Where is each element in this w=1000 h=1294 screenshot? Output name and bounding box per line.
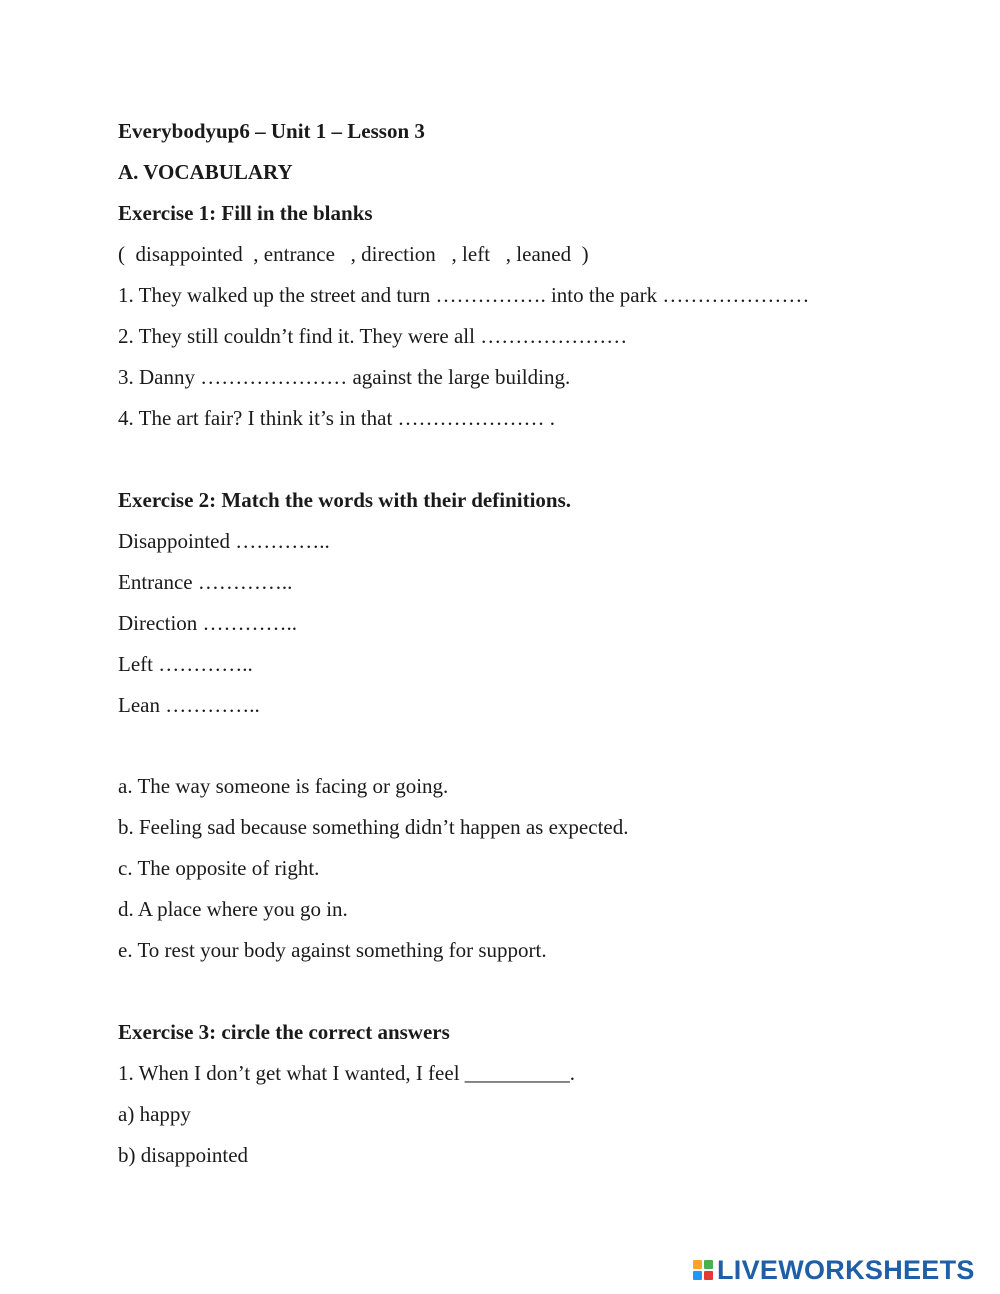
match-word: Left ………….. — [118, 652, 253, 676]
liveworksheets-logo — [693, 1255, 975, 1285]
match-word: Disappointed ………….. — [118, 529, 330, 553]
match-word: Direction ………….. — [118, 611, 298, 635]
exercise1-item: 4. The art fair? I think it’s in that ………………… . — [118, 406, 556, 430]
match-word: Entrance ………….. — [118, 570, 293, 594]
logo-block — [704, 1271, 713, 1280]
exercise3-question: 1. When I don’t get what I wanted, I feel __________. — [118, 1061, 576, 1085]
section-heading: A. VOCABULARY — [118, 160, 293, 184]
match-word: Lean ………….. — [118, 693, 260, 717]
logo-blocks-icon — [693, 1260, 713, 1280]
logo-block — [704, 1260, 713, 1269]
logo-text: LIVEWORKSHEETS — [717, 1254, 975, 1285]
definition: a. The way someone is facing or going. — [118, 774, 449, 798]
answer-option[interactable]: a) happy — [118, 1102, 191, 1126]
definition: e. To rest your body against something for support. — [118, 938, 547, 962]
exercise2-heading: Exercise 2: Match the words with their definitions. — [118, 488, 572, 512]
definition: d. A place where you go in. — [118, 897, 348, 921]
exercise3-heading: Exercise 3: circle the correct answers — [118, 1020, 450, 1044]
answer-option[interactable]: b) disappointed — [118, 1143, 249, 1167]
definition: b. Feeling sad because something didn’t happen as expected. — [118, 815, 629, 839]
exercise1-item: 2. They still couldn’t find it. They were all ………………… — [118, 324, 628, 348]
exercise1-heading: Exercise 1: Fill in the blanks — [118, 201, 373, 225]
exercise1-item: 3. Danny ………………… against the large building. — [118, 365, 571, 389]
definition: c. The opposite of right. — [118, 856, 320, 880]
exercise1-item: 1. They walked up the street and turn ……………. into the park ………………… — [118, 283, 810, 307]
word-bank: ( disappointed , entrance , direction , left , leaned ) — [118, 242, 589, 266]
logo-block — [693, 1271, 702, 1280]
logo-block — [693, 1260, 702, 1269]
worksheet-title: Everybodyup6 – Unit 1 – Lesson 3 — [118, 119, 425, 143]
